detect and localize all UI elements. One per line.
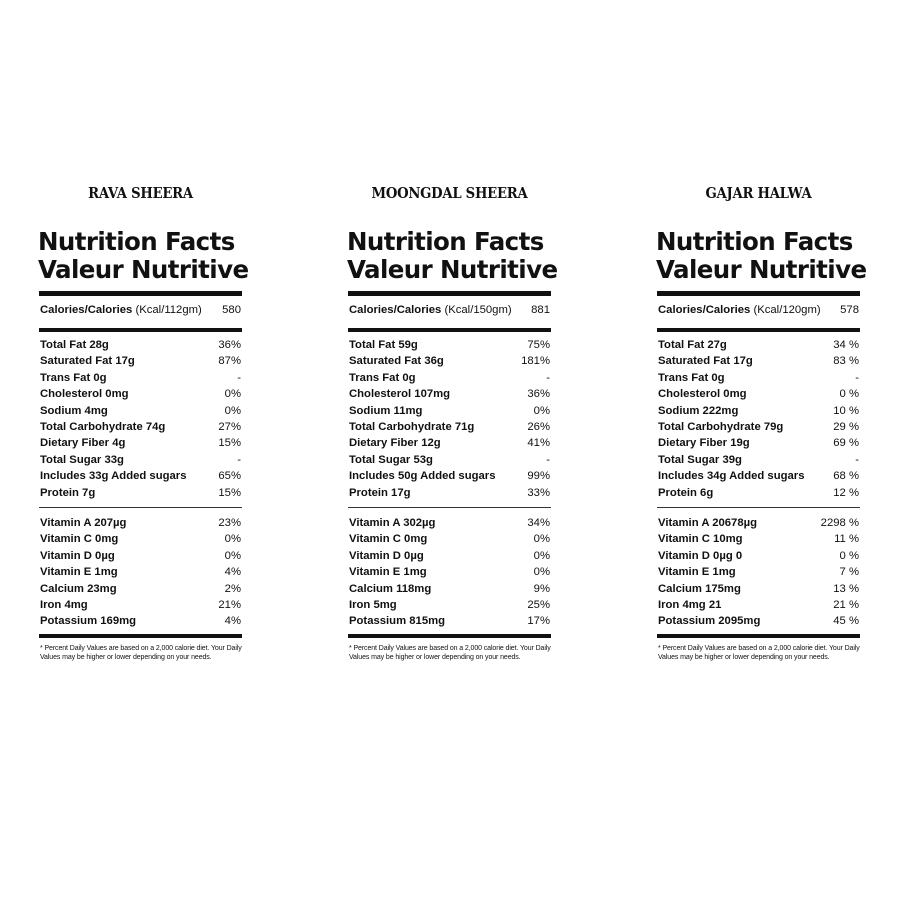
nutrient-label: Vitamin C 0mg (40, 533, 119, 546)
nutrient-label: Trans Fat 0g (658, 371, 725, 384)
nutrient-daily-value: 75% (527, 339, 550, 351)
nutrient-row (349, 353, 551, 369)
nutrient-label: Dietary Fiber 12g (349, 437, 441, 450)
nutrient-row (349, 435, 551, 451)
section-divider (657, 328, 860, 332)
nutrient-daily-value: 4% (224, 566, 241, 579)
nutrient-label: Iron 4mg (40, 599, 88, 611)
nutrient-row (349, 548, 551, 564)
nutrient-row (349, 468, 551, 484)
calories-row (349, 302, 551, 318)
nutrient-daily-value: 7 % (839, 566, 859, 579)
nutrient-row (40, 419, 242, 435)
nutrient-row (349, 597, 551, 613)
nutrient-row (40, 468, 242, 484)
nutrient-daily-value: 15% (218, 486, 241, 499)
nutrient-label: Cholesterol 107mg (349, 388, 451, 401)
nutrient-daily-value: 36% (218, 339, 241, 351)
heading-english: Nutrition Facts (656, 227, 853, 256)
nutrient-label: Total Fat 27g (658, 339, 727, 351)
nutrient-daily-value: 2298 % (820, 517, 859, 529)
nutrient-daily-value: 23% (218, 517, 241, 529)
nutrient-label: Saturated Fat 17g (40, 355, 135, 368)
nutrient-daily-value: 68 % (833, 470, 859, 483)
nutrient-label: Iron 4mg 21 (658, 599, 722, 611)
nutrient-row (349, 452, 551, 468)
nutrient-row (40, 353, 242, 369)
nutrient-label: Trans Fat 0g (40, 371, 107, 384)
bottom-divider (657, 634, 860, 638)
thin-divider (348, 507, 551, 508)
nutrient-daily-value: 10 % (833, 404, 859, 417)
heading-french: Valeur Nutritive (347, 255, 558, 284)
nutrient-label: Iron 5mg (349, 599, 397, 611)
nutrient-row (658, 485, 860, 501)
nutrient-label: Protein 17g (349, 486, 411, 499)
nutrient-daily-value: 181% (521, 355, 550, 368)
nutrient-label: Protein 7g (40, 486, 96, 499)
nutrient-row (349, 419, 551, 435)
nutrient-row (658, 581, 860, 597)
nutrient-row (658, 419, 860, 435)
calories-value: 881 (531, 304, 550, 316)
nutrient-label: Saturated Fat 17g (658, 355, 753, 368)
nutrient-label: Sodium 4mg (40, 404, 108, 417)
nutrient-row (40, 548, 242, 564)
heading-french: Valeur Nutritive (656, 255, 867, 284)
nutrient-daily-value: 0% (533, 404, 550, 417)
product-title: RAVA SHEERA (88, 184, 193, 202)
nutrient-row (658, 403, 860, 419)
nutrient-label: Dietary Fiber 4g (40, 437, 126, 450)
product-title: MOONGDAL SHEERA (371, 184, 528, 202)
nutrient-row (40, 337, 242, 353)
nutrient-row (40, 485, 242, 501)
nutrient-daily-value: 2% (224, 582, 241, 595)
nutrient-row (349, 485, 551, 501)
heading-english: Nutrition Facts (38, 227, 235, 256)
nutrient-daily-value: 29 % (833, 421, 859, 433)
nutrient-row (40, 515, 242, 531)
nutrient-row (40, 403, 242, 419)
nutrient-daily-value: 41% (527, 437, 550, 450)
nutrient-daily-value: 13 % (833, 582, 859, 595)
calories-label: Calories/Calories (349, 304, 442, 316)
nutrient-row (40, 613, 242, 629)
nutrient-row (658, 452, 860, 468)
nutrient-daily-value: 0% (533, 533, 550, 546)
nutrient-daily-value: 15% (218, 437, 241, 450)
nutrient-label: Total Carbohydrate 79g (658, 421, 784, 433)
nutrient-label: Protein 6g (658, 486, 714, 499)
nutrient-label: Vitamin E 1mg (658, 566, 736, 579)
nutrient-daily-value: 12 % (833, 486, 859, 499)
nutrient-row (40, 370, 242, 386)
nutrient-row (658, 531, 860, 547)
nutrition-heading (38, 228, 253, 284)
nutrient-row (658, 468, 860, 484)
nutrient-daily-value: - (855, 371, 859, 384)
nutrient-daily-value: 83 % (833, 355, 859, 368)
nutrient-daily-value: 11 % (834, 533, 859, 546)
footnote: * Percent Daily Values are based on a 2,000 calorie diet. Your Daily Values may be higher or lower depending on your needs. (349, 645, 551, 661)
nutrient-daily-value: - (237, 371, 241, 384)
nutrient-label: Vitamin A 207µg (40, 517, 127, 529)
nutrient-label: Vitamin C 0mg (349, 533, 428, 546)
nutrient-row (40, 597, 242, 613)
calories-value: 580 (222, 304, 241, 316)
nutrient-row (658, 337, 860, 353)
nutrient-daily-value: - (546, 371, 550, 384)
nutrient-label: Calcium 175mg (658, 582, 741, 595)
nutrient-daily-value: 34 % (833, 339, 859, 351)
nutrient-label: Cholesterol 0mg (658, 388, 747, 401)
nutrient-label: Dietary Fiber 19g (658, 437, 750, 450)
nutrient-label: Calcium 118mg (349, 582, 432, 595)
nutrient-daily-value: 0% (533, 549, 550, 562)
nutrient-label: Vitamin E 1mg (349, 566, 427, 579)
nutrient-label: Total Fat 59g (349, 339, 418, 351)
nutrient-row (40, 435, 242, 451)
nutrient-daily-value: 0% (224, 404, 241, 417)
thick-divider (657, 291, 860, 296)
product-title: GAJAR HALWA (705, 184, 812, 202)
nutrient-row (349, 581, 551, 597)
nutrient-daily-value: 0% (224, 533, 241, 546)
calories-unit: (Kcal/120gm) (753, 304, 821, 316)
nutrient-row (349, 386, 551, 402)
nutrient-label: Vitamin D 0µg (349, 549, 424, 562)
thin-divider (657, 507, 860, 508)
heading-english: Nutrition Facts (347, 227, 544, 256)
nutrient-daily-value: 0 % (839, 549, 859, 562)
nutrient-daily-value: 26% (527, 421, 550, 433)
calories-unit: (Kcal/112gm) (135, 304, 202, 316)
nutrient-daily-value: 36% (527, 388, 550, 401)
nutrient-daily-value: 9% (533, 582, 550, 595)
nutrient-label: Total Sugar 53g (349, 453, 433, 466)
nutrient-label: Includes 33g Added sugars (40, 470, 187, 483)
nutrient-label: Saturated Fat 36g (349, 355, 444, 368)
nutrient-daily-value: 25% (527, 599, 550, 611)
nutrient-daily-value: - (855, 453, 859, 466)
nutrient-daily-value: - (237, 453, 241, 466)
bottom-divider (39, 634, 242, 638)
nutrient-row (40, 386, 242, 402)
nutrient-row (658, 386, 860, 402)
calories-row (658, 302, 860, 318)
thin-divider (39, 507, 242, 508)
nutrient-label: Sodium 11mg (349, 404, 423, 417)
nutrient-label: Vitamin A 20678µg (658, 517, 758, 529)
nutrient-daily-value: 34% (527, 517, 550, 529)
nutrient-row (349, 564, 551, 580)
nutrient-daily-value: 4% (224, 615, 241, 628)
thick-divider (39, 291, 242, 296)
nutrient-daily-value: 99% (527, 470, 550, 483)
footnote: * Percent Daily Values are based on a 2,000 calorie diet. Your Daily Values may be higher or lower depending on your needs. (40, 645, 242, 661)
nutrient-row (658, 370, 860, 386)
section-divider (39, 328, 242, 332)
nutrient-daily-value: 21 % (833, 599, 859, 611)
calories-unit: (Kcal/150gm) (444, 304, 512, 316)
nutrient-row (40, 531, 242, 547)
nutrient-row (40, 581, 242, 597)
nutrient-label: Total Carbohydrate 71g (349, 421, 475, 433)
nutrient-daily-value: 69 % (833, 437, 859, 450)
nutrient-row (349, 337, 551, 353)
nutrient-row (658, 613, 860, 629)
nutrient-label: Cholesterol 0mg (40, 388, 129, 401)
nutrient-daily-value: 33% (527, 486, 550, 499)
calories-label: Calories/Calories (658, 304, 751, 316)
nutrient-daily-value: 45 % (833, 615, 859, 628)
nutrient-label: Calcium 23mg (40, 582, 117, 595)
nutrient-row (349, 531, 551, 547)
nutrient-row (658, 515, 860, 531)
nutrient-daily-value: 21% (218, 599, 241, 611)
calories-label: Calories/Calories (40, 304, 133, 316)
nutrient-label: Potassium 815mg (349, 615, 446, 628)
section-divider (348, 328, 551, 332)
nutrient-daily-value: 87% (218, 355, 241, 368)
nutrient-row (349, 403, 551, 419)
nutrient-label: Potassium 2095mg (658, 615, 761, 628)
nutrient-row (40, 564, 242, 580)
nutrient-daily-value: 65% (218, 470, 241, 483)
nutrient-daily-value: 0% (224, 549, 241, 562)
nutrient-row (349, 613, 551, 629)
nutrient-label: Vitamin A 302µg (349, 517, 436, 529)
nutrient-label: Total Carbohydrate 74g (40, 421, 166, 433)
nutrition-heading (656, 228, 871, 284)
nutrient-row (349, 370, 551, 386)
nutrient-label: Vitamin E 1mg (40, 566, 118, 579)
nutrient-label: Vitamin C 10mg (658, 533, 743, 546)
nutrient-label: Vitamin D 0µg 0 (658, 549, 743, 562)
nutrient-daily-value: 0% (224, 388, 241, 401)
nutrient-daily-value: - (546, 453, 550, 466)
nutrient-row (658, 548, 860, 564)
nutrient-daily-value: 17% (527, 615, 550, 628)
bottom-divider (348, 634, 551, 638)
nutrient-row (658, 597, 860, 613)
footnote: * Percent Daily Values are based on a 2,000 calorie diet. Your Daily Values may be higher or lower depending on your needs. (658, 645, 860, 661)
nutrient-row (658, 435, 860, 451)
nutrient-label: Vitamin D 0µg (40, 549, 115, 562)
nutrient-row (40, 452, 242, 468)
nutrient-row (658, 353, 860, 369)
nutrient-label: Includes 50g Added sugars (349, 470, 496, 483)
nutrient-row (658, 564, 860, 580)
nutrient-label: Total Fat 28g (40, 339, 109, 351)
calories-value: 578 (840, 304, 859, 316)
nutrient-row (349, 515, 551, 531)
thick-divider (348, 291, 551, 296)
nutrient-label: Total Sugar 39g (658, 453, 742, 466)
nutrient-daily-value: 0% (533, 566, 550, 579)
nutrient-label: Potassium 169mg (40, 615, 137, 628)
nutrient-daily-value: 0 % (839, 388, 859, 401)
nutrition-heading (347, 228, 562, 284)
nutrient-label: Sodium 222mg (658, 404, 739, 417)
calories-row (40, 302, 242, 318)
nutrient-label: Total Sugar 33g (40, 453, 124, 466)
nutrient-label: Includes 34g Added sugars (658, 470, 805, 483)
nutrient-daily-value: 27% (218, 421, 241, 433)
heading-french: Valeur Nutritive (38, 255, 249, 284)
nutrient-label: Trans Fat 0g (349, 371, 416, 384)
